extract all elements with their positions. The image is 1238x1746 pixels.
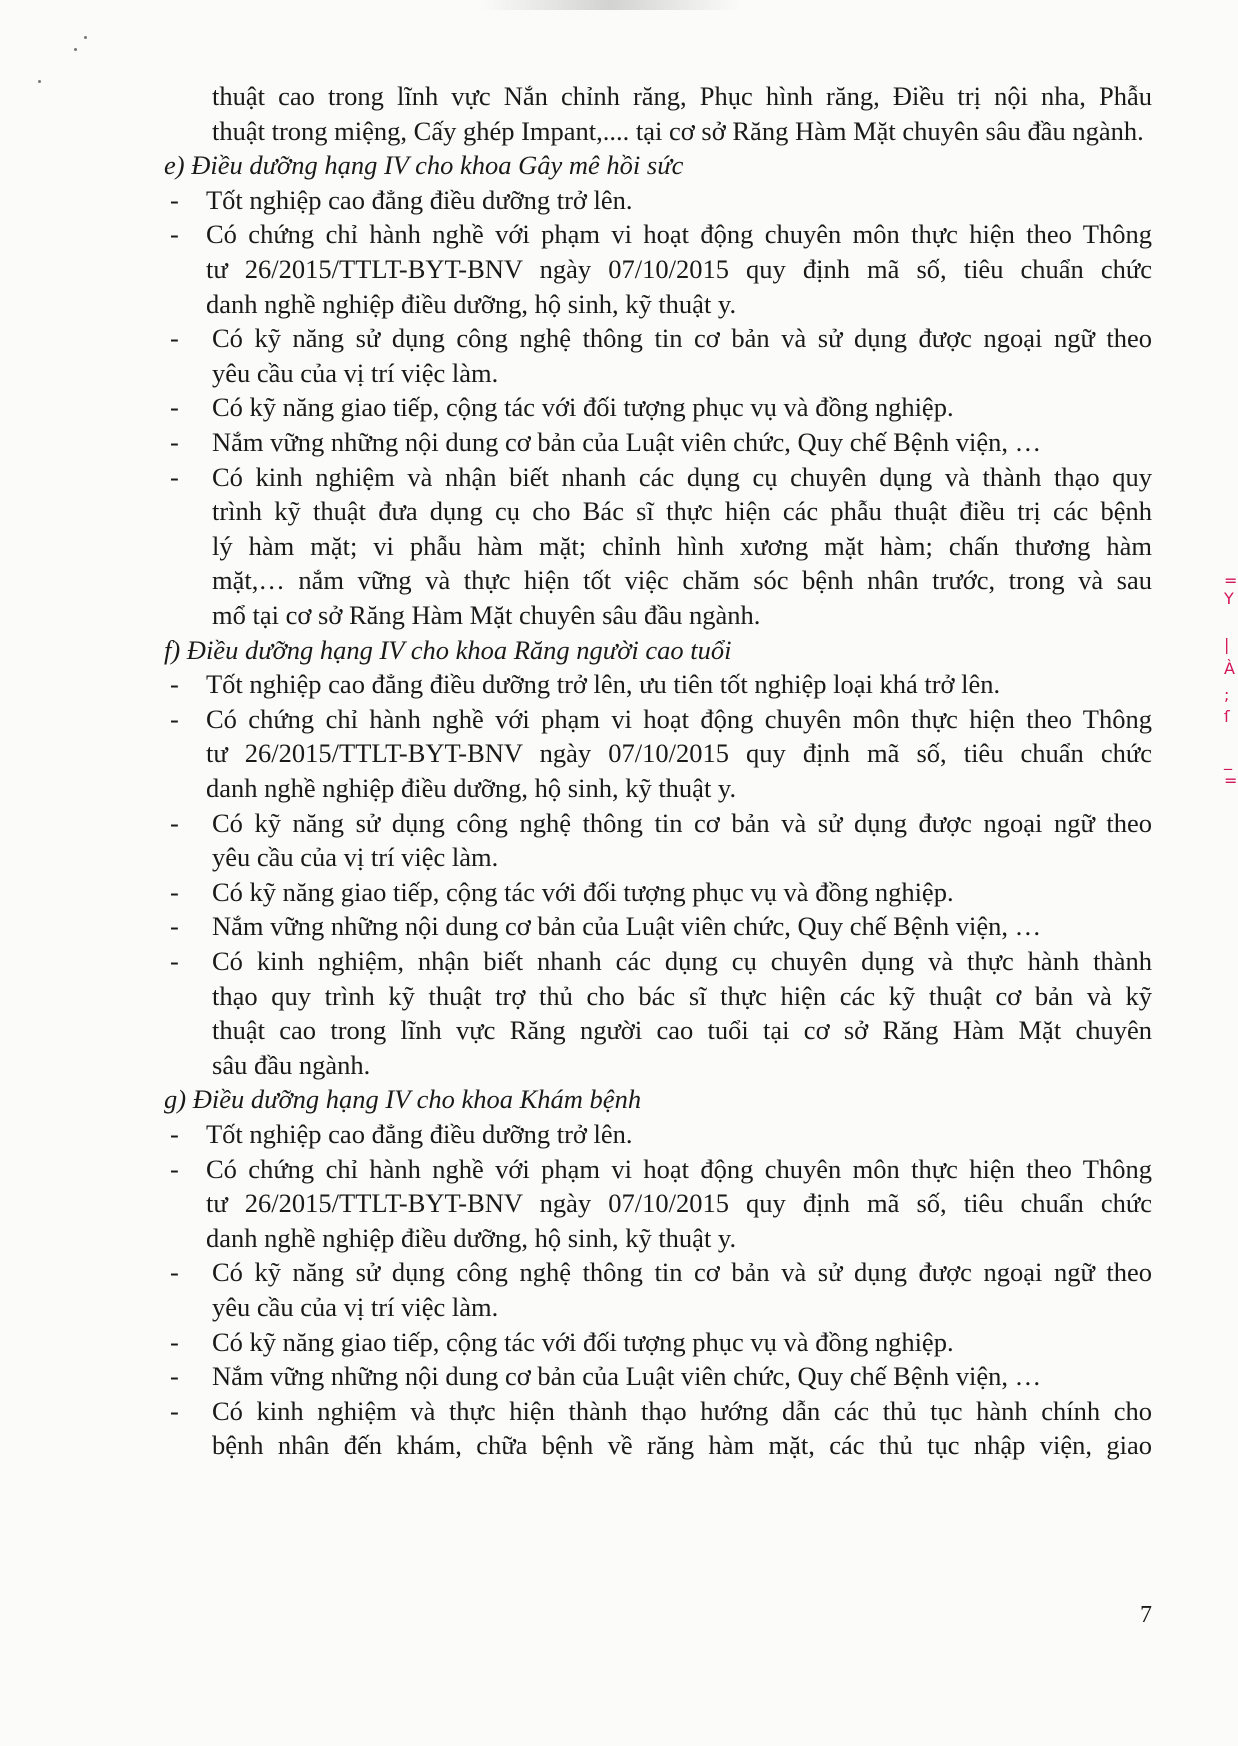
- bullet-dash: -: [170, 911, 179, 941]
- text-line: Có kinh nghiệm và thực hiện thành thạo hướng dẫn các thủ tục hành chính cho: [212, 1396, 1152, 1426]
- stamp-fragment: ſ: [1224, 707, 1230, 726]
- bullet-dash: -: [170, 1327, 179, 1357]
- bullet-dash: -: [170, 808, 179, 838]
- bullet-dash: -: [170, 323, 179, 353]
- text-line: tư 26/2015/TTLT-BYT-BNV ngày 07/10/2015 quy định mã số, tiêu chuẩn chức: [206, 1188, 1152, 1218]
- bullet-dash: -: [170, 219, 179, 249]
- text-line: trình kỹ thuật đưa dụng cụ cho Bác sĩ thực hiện các phẫu thuật điều trị các bệnh: [212, 496, 1152, 526]
- text-line: Tốt nghiệp cao đẳng điều dưỡng trở lên.: [206, 1119, 633, 1149]
- bullet-dash: -: [170, 462, 179, 492]
- text-line: thuật cao trong lĩnh vực Răng người cao tuổi tại cơ sở Răng Hàm Mặt chuyên: [212, 1015, 1152, 1045]
- text-line: danh nghề nghiệp điều dưỡng, hộ sinh, kỹ thuật y.: [206, 1223, 737, 1253]
- section-heading: f) Điều dưỡng hạng IV cho khoa Răng người cao tuổi: [164, 635, 732, 665]
- text-line: thạo quy trình kỹ thuật trợ thủ cho bác sĩ thực hiện các kỹ thuật cơ bản và kỹ: [212, 981, 1152, 1011]
- text-line: Nắm vững những nội dung cơ bản của Luật viên chức, Quy chế Bệnh viện, …: [212, 427, 1042, 457]
- bullet-dash: -: [170, 877, 179, 907]
- bullet-dash: -: [170, 1154, 179, 1184]
- text-line: mổ tại cơ sở Răng Hàm Mặt chuyên sâu đầu ngành.: [212, 600, 761, 630]
- scan-speck: [74, 48, 77, 51]
- scan-speck: [84, 36, 87, 39]
- text-line: Tốt nghiệp cao đẳng điều dưỡng trở lên, ưu tiên tốt nghiệp loại khá trở lên.: [206, 669, 1001, 699]
- text-line: sâu đầu ngành.: [212, 1050, 371, 1080]
- stamp-fragment: =: [1224, 771, 1238, 790]
- text-line: Có chứng chỉ hành nghề với phạm vi hoạt động chuyên môn thực hiện theo Thông: [206, 219, 1152, 249]
- text-line: Có kỹ năng giao tiếp, cộng tác với đối tượng phục vụ và đồng nghiệp.: [212, 1327, 954, 1357]
- stamp-fragment: |: [1224, 635, 1230, 654]
- text-line: Có kỹ năng giao tiếp, cộng tác với đối tượng phục vụ và đồng nghiệp.: [212, 877, 954, 907]
- text-line: mặt,… nắm vững và thực hiện tốt việc chăm sóc bệnh nhân trước, trong và sau: [212, 565, 1152, 595]
- scan-artifact: [480, 0, 740, 10]
- bullet-dash: -: [170, 1361, 179, 1391]
- text-line: yêu cầu của vị trí việc làm.: [212, 358, 499, 388]
- section-heading: e) Điều dưỡng hạng IV cho khoa Gây mê hồi sức: [164, 150, 684, 180]
- bullet-dash: -: [170, 392, 179, 422]
- bullet-dash: -: [170, 427, 179, 457]
- stamp-fragment: _: [1224, 751, 1232, 770]
- text-line: Có chứng chỉ hành nghề với phạm vi hoạt động chuyên môn thực hiện theo Thông: [206, 704, 1152, 734]
- text-line: Có kỹ năng sử dụng công nghệ thông tin cơ bản và sử dụng được ngoại ngữ theo: [212, 323, 1152, 353]
- text-line: yêu cầu của vị trí việc làm.: [212, 842, 499, 872]
- text-line: Có kỹ năng sử dụng công nghệ thông tin cơ bản và sử dụng được ngoại ngữ theo: [212, 808, 1152, 838]
- text-line: tư 26/2015/TTLT-BYT-BNV ngày 07/10/2015 quy định mã số, tiêu chuẩn chức: [206, 254, 1152, 284]
- bullet-dash: -: [170, 946, 179, 976]
- stamp-fragment: =: [1224, 571, 1238, 590]
- text-line: tư 26/2015/TTLT-BYT-BNV ngày 07/10/2015 quy định mã số, tiêu chuẩn chức: [206, 738, 1152, 768]
- text-line: bệnh nhân đến khám, chữa bệnh về răng hàm mặt, các thủ tục nhập viện, giao: [212, 1430, 1152, 1460]
- text-line: danh nghề nghiệp điều dưỡng, hộ sinh, kỹ thuật y.: [206, 773, 737, 803]
- section-heading: g) Điều dưỡng hạng IV cho khoa Khám bệnh: [164, 1084, 642, 1114]
- stamp-fragment: ;: [1224, 685, 1230, 704]
- text-line: Nắm vững những nội dung cơ bản của Luật viên chức, Quy chế Bệnh viện, …: [212, 911, 1042, 941]
- bullet-dash: -: [170, 1119, 179, 1149]
- page-number: 7: [1140, 1602, 1152, 1628]
- bullet-dash: -: [170, 185, 179, 215]
- bullet-dash: -: [170, 1257, 179, 1287]
- text-line: Có kỹ năng sử dụng công nghệ thông tin cơ bản và sử dụng được ngoại ngữ theo: [212, 1257, 1152, 1287]
- text-line: Có kỹ năng giao tiếp, cộng tác với đối tượng phục vụ và đồng nghiệp.: [212, 392, 954, 422]
- text-line: Tốt nghiệp cao đẳng điều dưỡng trở lên.: [206, 185, 633, 215]
- text-line: yêu cầu của vị trí việc làm.: [212, 1292, 499, 1322]
- text-line: danh nghề nghiệp điều dưỡng, hộ sinh, kỹ thuật y.: [206, 289, 737, 319]
- bullet-dash: -: [170, 669, 179, 699]
- bullet-dash: -: [170, 1396, 179, 1426]
- stamp-fragment: Y: [1224, 589, 1234, 608]
- text-line: thuật trong miệng, Cấy ghép Impant,.... tại cơ sở Răng Hàm Mặt chuyên sâu đầu ngành.: [212, 116, 1144, 146]
- text-line: Có chứng chỉ hành nghề với phạm vi hoạt động chuyên môn thực hiện theo Thông: [206, 1154, 1152, 1184]
- text-line: Có kinh nghiệm, nhận biết nhanh các dụng cụ chuyên dụng và thực hành thành: [212, 946, 1152, 976]
- bullet-dash: -: [170, 704, 179, 734]
- stamp-fragment: À: [1224, 659, 1235, 678]
- text-line: Nắm vững những nội dung cơ bản của Luật viên chức, Quy chế Bệnh viện, …: [212, 1361, 1042, 1391]
- text-line: thuật cao trong lĩnh vực Nắn chỉnh răng, Phục hình răng, Điều trị nội nha, Phẫu: [212, 81, 1152, 111]
- text-line: Có kinh nghiệm và nhận biết nhanh các dụng cụ chuyên dụng và thành thạo quy: [212, 462, 1152, 492]
- text-line: lý hàm mặt; vi phẫu hàm mặt; chỉnh hình xương mặt hàm; chấn thương hàm: [212, 531, 1152, 561]
- scan-speck: [38, 80, 41, 83]
